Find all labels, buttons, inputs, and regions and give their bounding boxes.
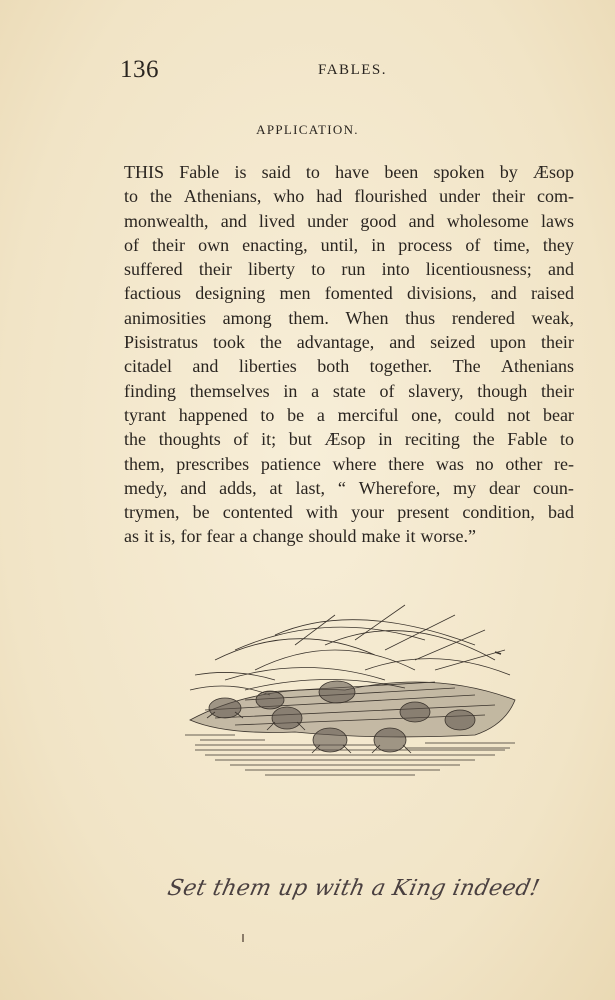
word: good (360, 210, 397, 231)
word: monwealth, (124, 210, 209, 231)
word: last, (295, 477, 325, 498)
word: reciting (404, 429, 460, 450)
text-line (124, 257, 574, 281)
word: a (316, 404, 325, 425)
word: thoughts (158, 429, 221, 450)
word: but (288, 429, 312, 450)
word: at (269, 477, 283, 498)
word: spoken (433, 162, 485, 182)
word: flourished (354, 186, 428, 207)
word: both (317, 356, 350, 377)
word: themselves (189, 380, 270, 401)
word: your (351, 502, 385, 523)
word: own (198, 234, 230, 255)
frogs-engraving (175, 600, 520, 785)
word: as (124, 526, 139, 547)
word: weak, (531, 307, 574, 328)
word: run (341, 259, 366, 280)
fable-application-text (124, 160, 574, 549)
text-line (124, 524, 574, 548)
word: under (307, 210, 349, 231)
word: it (144, 526, 155, 547)
word: Fable (507, 429, 548, 450)
text-line (124, 476, 574, 500)
word: present (397, 502, 450, 523)
word: tyrant (124, 404, 166, 425)
word: finding (124, 380, 176, 401)
word: my (453, 477, 477, 498)
word: their (492, 186, 526, 207)
word: Fable (179, 162, 220, 182)
word: the (259, 332, 282, 353)
word: and (547, 259, 574, 280)
word: their (540, 332, 574, 353)
word: no (475, 453, 494, 474)
text-line (124, 379, 574, 403)
word: their (198, 259, 232, 280)
word: the (472, 429, 495, 450)
word: could (454, 404, 495, 425)
word: medy, (124, 477, 168, 498)
word: of (465, 234, 481, 255)
word: to (124, 186, 139, 207)
text-line (124, 184, 574, 208)
word: laws (540, 210, 574, 231)
word: seized (430, 332, 476, 353)
word: should (308, 526, 357, 547)
word: rendered (451, 307, 515, 328)
word: who (273, 186, 305, 207)
word: to (559, 429, 574, 450)
word: slavery, (408, 380, 464, 401)
word: by (499, 162, 518, 182)
text-line (124, 427, 574, 451)
word: fear (206, 526, 235, 547)
word: merciful (337, 404, 399, 425)
text-line (124, 281, 574, 305)
word: lived (258, 210, 295, 231)
word: together. (369, 356, 433, 377)
word: Pisistratus (124, 332, 199, 353)
word: where (332, 453, 377, 474)
word: them, (124, 453, 165, 474)
word: it; (261, 429, 277, 450)
word: and (490, 283, 517, 304)
word: com- (536, 186, 574, 207)
word: is (234, 162, 247, 182)
text-line (124, 209, 574, 233)
word: suffered (124, 259, 183, 280)
word: have (335, 162, 370, 182)
word: trymen, (124, 502, 180, 523)
word: is, (159, 526, 176, 547)
word: it (405, 526, 416, 547)
word: designing (195, 283, 266, 304)
word: among (222, 307, 272, 328)
word: contented (222, 502, 293, 523)
word: Athenians, (183, 186, 262, 207)
word: adds, (219, 477, 257, 498)
word: worse.” (420, 526, 476, 547)
word: for (180, 526, 202, 547)
word: had (316, 186, 343, 207)
text-line (124, 500, 574, 524)
word: of (379, 380, 395, 401)
word: the (149, 186, 172, 207)
word: citadel (124, 356, 172, 377)
word: When (345, 307, 389, 328)
word: and (180, 477, 207, 498)
word: they (542, 234, 574, 255)
word: a (311, 380, 320, 401)
word: advantage, (296, 332, 375, 353)
word: and (408, 210, 435, 231)
text-line (124, 403, 574, 427)
word: to (311, 259, 326, 280)
word: divisions, (406, 283, 477, 304)
word: raised (530, 283, 574, 304)
word: coun- (532, 477, 574, 498)
text-line (124, 306, 574, 330)
word: one, (411, 404, 442, 425)
word: took (212, 332, 245, 353)
running-head: FABLES. (318, 62, 387, 78)
word: time, (493, 234, 530, 255)
word: and (220, 210, 247, 231)
word: other (505, 453, 543, 474)
word: Wherefore, (358, 477, 441, 498)
word: their (540, 380, 574, 401)
word: said (261, 162, 291, 182)
word: until, (320, 234, 359, 255)
text-line (124, 233, 574, 257)
word: their (152, 234, 186, 255)
text-line (124, 452, 574, 476)
word: be (287, 404, 305, 425)
word: process (398, 234, 453, 255)
word: there (388, 453, 425, 474)
word: been (384, 162, 419, 182)
word: to (260, 404, 275, 425)
word: upon (490, 332, 527, 353)
text-line (124, 160, 574, 184)
word: prescribes (176, 453, 250, 474)
word: thus (405, 307, 436, 328)
word: change (252, 526, 304, 547)
word: dear (489, 477, 521, 498)
word: Æsop (532, 162, 574, 182)
word: though (477, 380, 528, 401)
word: The (452, 356, 481, 377)
handwritten-inscription: Set them up with a King indeed! (165, 876, 542, 901)
word: make (361, 526, 401, 547)
word: under (439, 186, 481, 207)
word: into (381, 259, 410, 280)
word: wholesome (446, 210, 529, 231)
word: be (192, 502, 210, 523)
word: bad (547, 502, 574, 523)
word: condition, (462, 502, 535, 523)
word: state (332, 380, 366, 401)
word: Æsop (324, 429, 366, 450)
word: the (124, 429, 146, 450)
word: a (239, 526, 248, 547)
word: THIS (124, 162, 164, 182)
text-line (124, 354, 574, 378)
word: was (435, 453, 464, 474)
word: licentiousness; (425, 259, 532, 280)
word: of (233, 429, 249, 450)
word: in (283, 380, 298, 401)
word: “ (337, 477, 346, 498)
word: with (305, 502, 338, 523)
word: enacting, (242, 234, 308, 255)
word: and (389, 332, 416, 353)
page-number: 136 (120, 56, 159, 83)
word: in (371, 234, 386, 255)
word: fomented (324, 283, 393, 304)
word: re- (554, 453, 574, 474)
word: animosities (124, 307, 206, 328)
word: patience (260, 453, 321, 474)
word: Athenians (500, 356, 574, 377)
section-heading: APPLICATION. (256, 122, 359, 137)
word: liberty (248, 259, 296, 280)
word: and (192, 356, 219, 377)
text-line (124, 330, 574, 354)
word: them. (288, 307, 329, 328)
word: in (378, 429, 393, 450)
word: of (124, 234, 139, 255)
word: happened (178, 404, 248, 425)
small-mark (242, 934, 244, 942)
word: factious (124, 283, 181, 304)
word: to (305, 162, 320, 182)
word: men (279, 283, 311, 304)
word: not (507, 404, 531, 425)
word: bear (542, 404, 574, 425)
word: liberties (238, 356, 297, 377)
